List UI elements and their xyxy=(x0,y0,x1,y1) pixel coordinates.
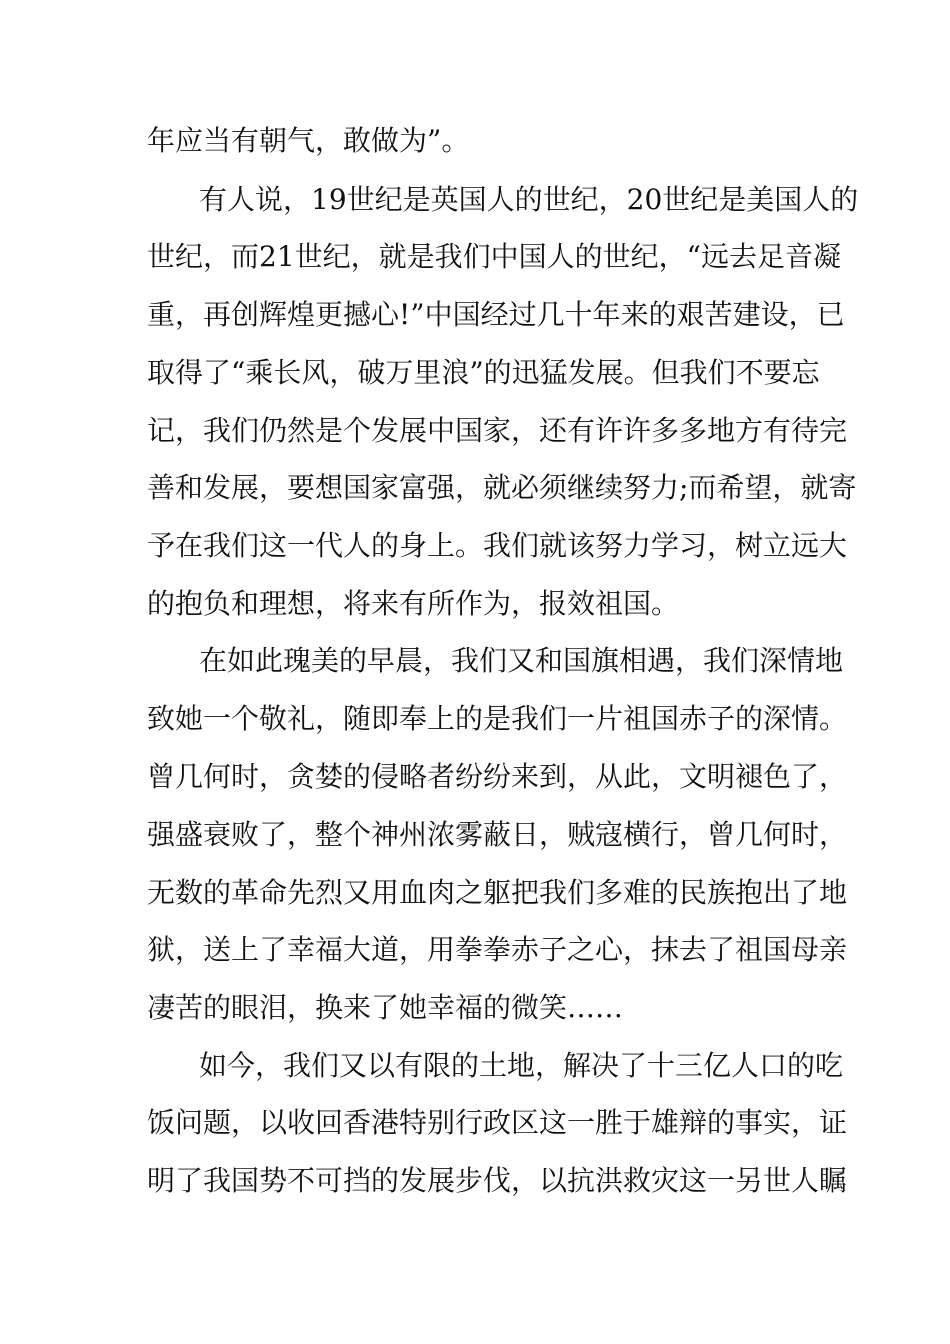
text-line: 曾几何时，贪婪的侵略者纷纷来到，从此，文明褪色了， xyxy=(147,760,848,793)
text-line: 强盛衰败了，整个神州浓雾蔽日，贼寇横行，曾几何时， xyxy=(147,818,848,851)
text-line: 饭问题，以收回香港特别行政区这一胜于雄辩的事实，证 xyxy=(147,1106,848,1139)
paragraph-first-line: 有人说，19世纪是英国人的世纪，20世纪是美国人的 xyxy=(199,183,859,216)
paragraph-first-line: 在如此瑰美的早晨，我们又和国旗相遇，我们深情地 xyxy=(199,644,844,677)
text-line: 世纪，而21世纪，就是我们中国人的世纪，“远去足音凝 xyxy=(147,240,841,273)
text-line: 狱，送上了幸福大道，用拳拳赤子之心，抹去了祖国母亲 xyxy=(147,933,848,966)
text-line: 致她一个敬礼，随即奉上的是我们一片祖国赤子的深情。 xyxy=(147,702,848,735)
text-line: 记，我们仍然是个发展中国家，还有许许多多地方有待完 xyxy=(147,414,848,447)
text-line: 善和发展，要想国家富强，就必须继续努力;而希望，就寄 xyxy=(147,471,857,504)
text-line: 明了我国势不可挡的发展步伐，以抗洪救灾这一另世人瞩 xyxy=(147,1164,848,1197)
text-line: 无数的革命先烈又用血肉之躯把我们多难的民族抱出了地 xyxy=(147,876,848,909)
text-line: 的抱负和理想，将来有所作为，报效祖国。 xyxy=(147,587,680,620)
text-line: 取得了“乘长风，破万里浪”的迅猛发展。但我们不要忘 xyxy=(147,356,820,389)
text-line: 年应当有朝气，敢做为”。 xyxy=(147,124,470,157)
text-line: 予在我们这一代人的身上。我们就该努力学习，树立远大 xyxy=(147,529,848,562)
text-line: 重，再创辉煌更撼心!”中国经过几十年来的艰苦建设，已 xyxy=(147,298,845,331)
paragraph-first-line: 如今，我们又以有限的土地，解决了十三亿人口的吃 xyxy=(199,1049,844,1082)
text-line: 凄苦的眼泪，换来了她幸福的微笑…… xyxy=(147,991,624,1024)
